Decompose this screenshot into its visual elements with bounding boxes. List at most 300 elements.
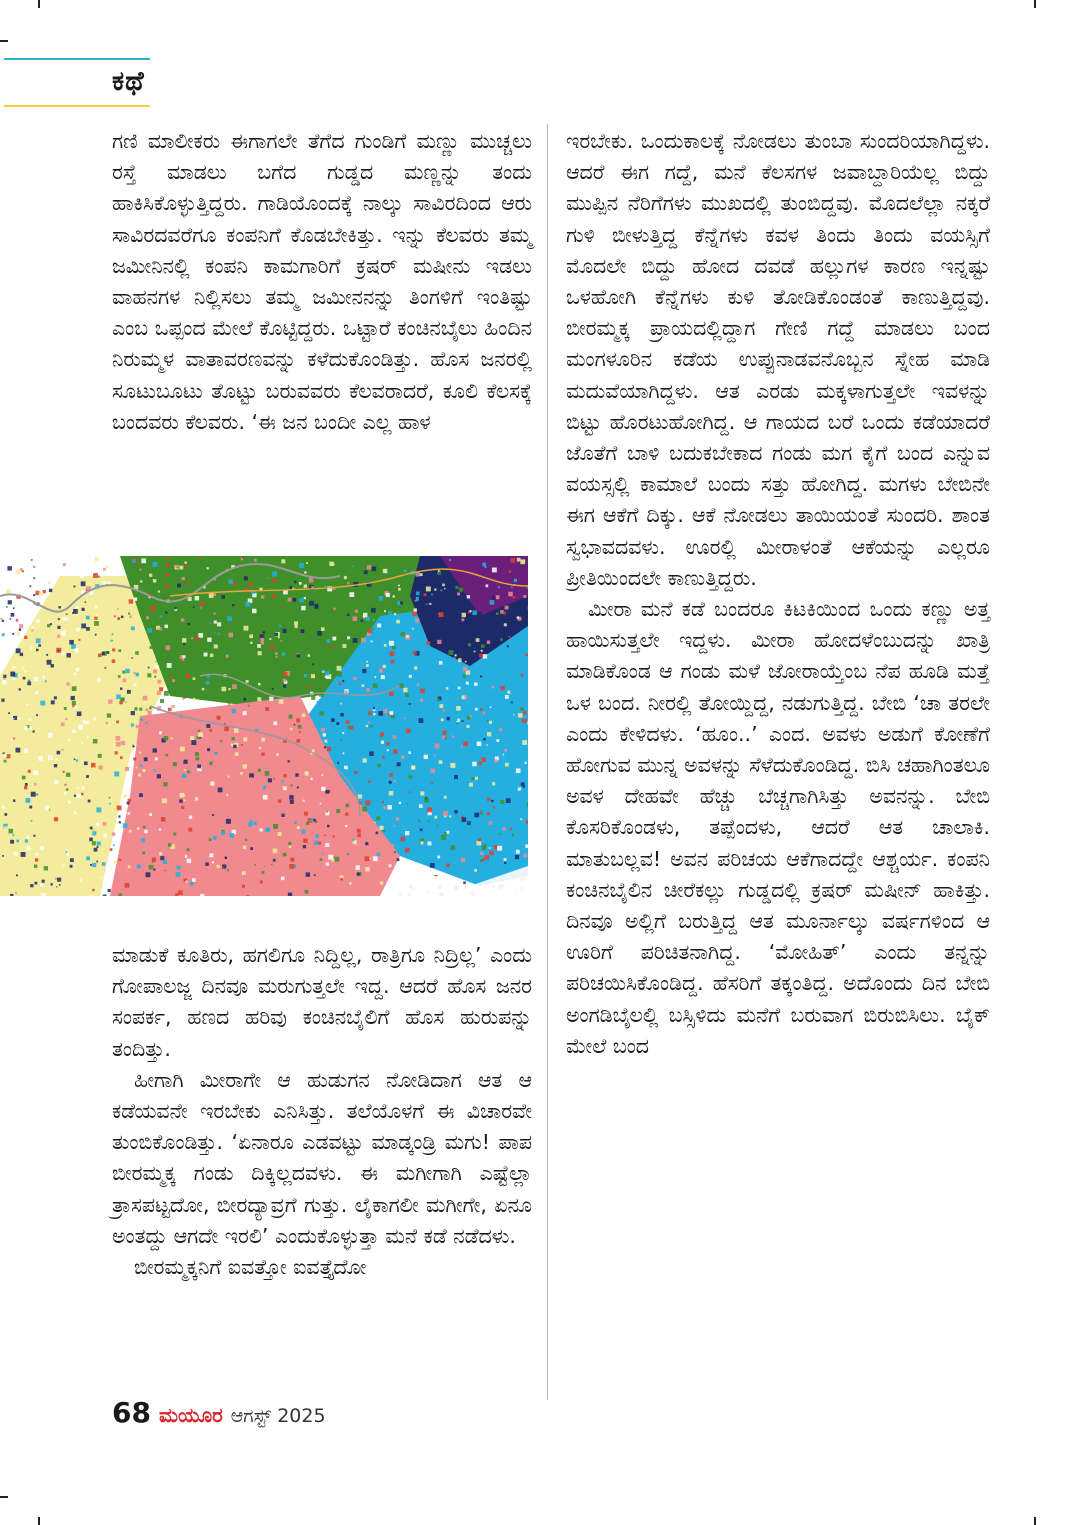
map-speckle bbox=[187, 771, 190, 774]
map-speckle bbox=[383, 658, 387, 662]
map-speckle bbox=[67, 653, 71, 657]
map-speckle bbox=[377, 853, 381, 857]
map-speckle bbox=[104, 874, 107, 877]
map-speckle bbox=[209, 762, 212, 765]
map-speckle bbox=[431, 769, 435, 773]
map-speckle bbox=[88, 800, 91, 803]
map-speckle bbox=[454, 717, 458, 721]
map-speckle bbox=[283, 685, 286, 688]
map-speckle bbox=[381, 675, 385, 679]
map-speckle bbox=[492, 568, 497, 573]
map-speckle bbox=[61, 631, 66, 636]
map-speckle bbox=[379, 596, 384, 601]
map-speckle bbox=[107, 713, 111, 717]
map-speckle bbox=[146, 872, 151, 877]
map-speckle bbox=[260, 880, 263, 883]
map-speckle bbox=[10, 840, 14, 844]
map-speckle bbox=[295, 833, 298, 836]
map-speckle bbox=[237, 661, 241, 665]
map-speckle bbox=[487, 732, 491, 736]
map-speckle bbox=[520, 818, 522, 820]
map-speckle bbox=[409, 791, 411, 793]
map-speckle bbox=[76, 668, 80, 672]
map-speckle bbox=[51, 700, 55, 704]
map-speckle bbox=[343, 644, 347, 648]
map-speckle bbox=[209, 838, 212, 841]
map-speckle bbox=[228, 580, 232, 584]
map-speckle bbox=[81, 793, 84, 796]
map-speckle bbox=[302, 719, 304, 721]
map-speckle bbox=[228, 633, 233, 638]
map-speckle bbox=[424, 755, 428, 759]
map-speckle bbox=[490, 706, 492, 708]
map-speckle bbox=[48, 733, 53, 738]
map-speckle bbox=[32, 626, 34, 628]
map-speckle bbox=[279, 699, 284, 704]
map-speckle bbox=[192, 878, 196, 882]
map-speckle bbox=[198, 803, 200, 805]
map-speckle bbox=[374, 790, 377, 793]
map-speckle bbox=[96, 614, 98, 616]
map-speckle bbox=[83, 720, 86, 723]
map-speckle bbox=[414, 680, 418, 684]
map-speckle bbox=[306, 822, 309, 825]
map-speckle bbox=[290, 800, 294, 804]
map-speckle bbox=[29, 631, 31, 633]
map-speckle bbox=[288, 893, 292, 896]
map-speckle bbox=[278, 799, 282, 803]
map-speckle bbox=[279, 625, 281, 627]
map-speckle bbox=[31, 792, 36, 797]
map-speckle bbox=[259, 832, 262, 835]
map-speckle bbox=[104, 667, 106, 669]
map-speckle bbox=[10, 672, 15, 677]
map-speckle bbox=[261, 642, 264, 645]
map-speckle bbox=[62, 617, 66, 621]
map-speckle bbox=[379, 826, 383, 830]
map-speckle bbox=[365, 842, 368, 845]
map-speckle bbox=[324, 835, 326, 837]
map-speckle bbox=[413, 651, 417, 655]
map-speckle bbox=[393, 749, 398, 754]
map-speckle bbox=[409, 703, 411, 705]
map-speckle bbox=[36, 638, 41, 643]
map-speckle bbox=[470, 715, 472, 717]
map-speckle bbox=[421, 672, 423, 674]
map-speckle bbox=[246, 895, 249, 896]
map-speckle bbox=[27, 557, 31, 561]
map-speckle bbox=[273, 824, 278, 829]
map-speckle bbox=[249, 773, 254, 778]
map-speckle bbox=[276, 656, 278, 658]
map-speckle bbox=[336, 722, 339, 725]
map-speckle bbox=[273, 778, 275, 780]
map-speckle bbox=[149, 813, 152, 816]
map-speckle bbox=[289, 864, 294, 869]
map-speckle bbox=[364, 570, 368, 574]
map-speckle bbox=[419, 804, 423, 808]
map-speckle bbox=[431, 782, 433, 784]
map-speckle bbox=[290, 858, 294, 862]
map-speckle bbox=[340, 878, 343, 881]
map-speckle bbox=[321, 627, 325, 631]
map-speckle bbox=[26, 798, 31, 803]
map-speckle bbox=[33, 594, 35, 596]
map-speckle bbox=[89, 895, 92, 896]
map-speckle bbox=[383, 665, 386, 668]
map-speckle bbox=[420, 689, 425, 694]
map-speckle bbox=[149, 865, 154, 870]
map-speckle bbox=[507, 691, 510, 694]
map-speckle bbox=[250, 642, 252, 644]
map-speckle bbox=[384, 644, 387, 647]
map-speckle bbox=[110, 848, 113, 851]
map-speckle bbox=[20, 653, 23, 656]
map-speckle bbox=[469, 783, 473, 787]
map-speckle bbox=[492, 782, 495, 785]
map-speckle bbox=[120, 756, 123, 759]
map-speckle bbox=[44, 866, 48, 870]
map-speckle bbox=[175, 893, 178, 896]
map-speckle bbox=[394, 613, 396, 615]
map-speckle bbox=[503, 754, 505, 756]
map-speckle bbox=[441, 718, 444, 721]
map-speckle bbox=[520, 790, 523, 793]
map-speckle bbox=[480, 852, 483, 855]
map-speckle bbox=[54, 780, 58, 784]
issue-date: ಆಗಸ್ಟ್ 2025 bbox=[230, 1405, 326, 1427]
map-speckle bbox=[93, 605, 95, 607]
map-speckle bbox=[278, 832, 282, 836]
map-speckle bbox=[4, 760, 7, 763]
map-speckle bbox=[217, 828, 222, 833]
map-speckle bbox=[21, 563, 26, 568]
map-speckle bbox=[496, 612, 499, 615]
map-speckle bbox=[24, 636, 27, 639]
map-speckle bbox=[16, 619, 18, 621]
map-speckle bbox=[401, 756, 404, 759]
map-speckle bbox=[445, 737, 447, 739]
map-speckle bbox=[59, 606, 61, 608]
map-speckle bbox=[34, 677, 38, 681]
map-speckle bbox=[518, 713, 523, 718]
map-speckle bbox=[345, 813, 348, 816]
map-speckle bbox=[420, 573, 423, 576]
paragraph: ಗಣಿ ಮಾಲೀಕರು ಈಗಾಗಲೇ ತೆಗೆದ ಗುಂಡಿಗೆ ಮಣ್ಣು ಮುಚ್ಚಲು ರಸ್ತೆ ಮಾಡಲು ಬಗೆದ ಗುಡ್ಡದ ಮಣ್ಣನ್ನು ತಂದು ಹಾಕಿಸಿಕೊಳ್ಳುತ್ತಿದ್ದರು. ಗಾಡಿಯೊಂದಕ್ಕೆ ನಾಲ್ಕು ಸಾವಿರದಿಂದ ಆರು ಸಾವಿರದವರೆಗೂ ಕಂಪನಿಗೆ ಕೊಡಬೇಕಿತ್ತು. ಇನ್ನು ಕೆಲವರು ತಮ್ಮ ಜಮೀನಿನಲ್ಲಿ ಕಂಪನಿ ಕಾಮಗಾರಿಗೆ ಕ್ರಷರ್ ಮಷೀನು ಇಡಲು ವಾಹನಗಳ ನಿಲ್ಲಿಸಲು ತಮ್ಮ ಜಮೀನನನ್ನು ತಿಂಗಳಿಗೆ ಇಂತಿಷ್ಟು ಎಂಬ ಒಪ್ಪಂದ ಮೇಲೆ ಕೊಟ್ಟಿದ್ದರು. ಒಟ್ಟಾರೆ ಕಂಚಿನಬೈಲು ಹಿಂದಿನ ನಿರುಮ್ಮಳ ವಾತಾವರಣವನ್ನು ಕಳೆದುಕೊಂಡಿತ್ತು. ಹೊಸ ಜನರಲ್ಲಿ ಸೂಟುಬೂಟು ತೊಟ್ಟು ಬರುವವರು ಕೆಲವರಾದರೆ, ಕೂಲಿ ಕೆಲಸಕ್ಕೆ ಬಂದವರು ಕೆಲವರು. ‘ಈ ಜನ ಬಂದೀ ಎಲ್ಲ ಹಾಳ bbox=[112, 129, 532, 434]
map-speckle bbox=[70, 865, 73, 868]
map-speckle bbox=[164, 736, 168, 740]
map-speckle bbox=[38, 644, 41, 647]
map-speckle bbox=[499, 728, 502, 731]
map-speckle bbox=[475, 630, 478, 633]
map-speckle bbox=[527, 802, 528, 807]
map-speckle bbox=[265, 771, 270, 776]
map-speckle bbox=[258, 769, 261, 772]
map-speckle bbox=[163, 860, 167, 864]
map-speckle bbox=[217, 865, 220, 868]
map-speckle bbox=[268, 577, 270, 579]
map-speckle bbox=[332, 637, 336, 641]
map-speckle bbox=[403, 688, 407, 692]
map-speckle bbox=[57, 751, 61, 755]
map-speckle bbox=[24, 749, 28, 753]
map-speckle bbox=[116, 721, 119, 724]
map-speckle bbox=[153, 748, 157, 752]
map-speckle bbox=[523, 732, 525, 734]
map-speckle bbox=[246, 569, 250, 573]
map-speckle bbox=[179, 566, 183, 570]
map-speckle bbox=[97, 842, 101, 846]
paragraph: ಹೀಗಾಗಿ ಮೀರಾಗೇ ಆ ಹುಡುಗನ ನೋಡಿದಾಗ ಆತ ಆ ಕಡೆಯವನೇ ಇರಬೇಕು ಎನಿಸಿತ್ತು. ತಲೆಯೊಳಗೆ ಈ ವಿಚಾರವೇ ತುಂಬಿಕೊಂಡಿತ್ತು. ‘ಏನಾರೂ ಎಡವಟ್ಟು ಮಾಡ್ಕಂಡ್ರಿ ಮಗು! ಪಾಪ ಬೀರಮ್ಮಕ್ಕ ಗಂಡು ದಿಕ್ಕಿಲ್ಲದವಳು. ಈ ಮಗೀಗಾಗಿ ಎಷ್ಟೆಲ್ಲಾ ತ್ರಾಸಪಟ್ಟದೋ, ಬೀರದ್ಯಾವ್ರಗೆ ಗುತ್ತು. ಲೈಕಾಗಲೀ ಮಗೀಗೇ, ಏನೂ ಅಂತದ್ದು ಆಗದೇ ಇರಲಿ’ ಎಂದುಕೊಳ್ಳುತ್ತಾ ಮನೆ ಕಡೆ ನಡೆದಳು. bbox=[112, 1067, 532, 1248]
map-speckle bbox=[333, 608, 336, 611]
map-speckle bbox=[143, 826, 146, 829]
map-speckle bbox=[2, 855, 4, 857]
map-speckle bbox=[477, 841, 482, 846]
map-speckle bbox=[63, 865, 65, 867]
map-speckle bbox=[92, 841, 96, 845]
map-speckle bbox=[243, 698, 246, 701]
map-speckle bbox=[480, 675, 482, 677]
map-speckle bbox=[45, 806, 50, 811]
map-speckle bbox=[226, 819, 231, 824]
map-speckle bbox=[439, 612, 444, 617]
map-speckle bbox=[392, 735, 396, 739]
map-speckle bbox=[406, 635, 409, 638]
map-speckle bbox=[383, 709, 387, 713]
map-speckle bbox=[443, 811, 448, 816]
map-speckle bbox=[198, 730, 200, 732]
crop-mark bbox=[38, 1517, 40, 1525]
map-speckle bbox=[248, 822, 252, 826]
map-speckle bbox=[129, 830, 132, 833]
map-speckle bbox=[371, 725, 373, 727]
map-speckle bbox=[450, 763, 455, 768]
map-speckle bbox=[341, 739, 343, 741]
map-speckle bbox=[13, 607, 15, 609]
map-speckle bbox=[66, 853, 69, 856]
map-speckle bbox=[232, 604, 234, 606]
map-speckle bbox=[487, 798, 490, 801]
map-speckle bbox=[403, 675, 405, 677]
map-speckle bbox=[33, 577, 35, 579]
map-speckle bbox=[214, 632, 216, 634]
map-speckle bbox=[149, 707, 151, 709]
map-speckle bbox=[139, 752, 141, 754]
map-speckle bbox=[357, 829, 361, 833]
right-column bbox=[566, 126, 990, 1062]
map-speckle bbox=[472, 610, 477, 615]
map-speckle bbox=[49, 704, 53, 708]
map-speckle bbox=[216, 895, 221, 896]
map-speckle bbox=[223, 775, 227, 779]
map-speckle bbox=[148, 711, 152, 715]
map-speckle bbox=[504, 862, 506, 864]
map-speckle bbox=[470, 610, 472, 612]
map-speckle bbox=[81, 624, 86, 629]
map-speckle bbox=[195, 637, 199, 641]
map-speckle bbox=[11, 613, 15, 617]
map-speckle bbox=[347, 636, 350, 639]
map-speckle bbox=[216, 638, 219, 641]
map-speckle bbox=[59, 884, 61, 886]
map-speckle bbox=[348, 819, 350, 821]
map-speckle bbox=[131, 711, 135, 715]
map-speckle bbox=[299, 563, 304, 568]
map-speckle bbox=[202, 688, 205, 691]
map-speckle bbox=[36, 619, 40, 623]
map-speckle bbox=[72, 686, 77, 691]
map-speckle bbox=[444, 796, 447, 799]
map-speckle bbox=[321, 728, 325, 732]
map-speckle bbox=[70, 858, 74, 862]
map-speckle bbox=[522, 719, 527, 724]
map-speckle bbox=[325, 790, 329, 794]
map-speckle bbox=[291, 784, 293, 786]
map-speckle bbox=[471, 777, 474, 780]
map-speckle bbox=[182, 577, 185, 580]
map-speckle bbox=[207, 567, 209, 569]
map-speckle bbox=[455, 654, 457, 656]
map-speckle bbox=[31, 629, 33, 631]
map-speckle bbox=[128, 673, 130, 675]
map-speckle bbox=[190, 582, 192, 584]
map-speckle bbox=[244, 626, 249, 631]
map-speckle bbox=[232, 737, 235, 740]
map-speckle bbox=[257, 644, 261, 648]
map-speckle bbox=[398, 588, 401, 591]
map-speckle bbox=[23, 667, 25, 669]
map-speckle bbox=[269, 638, 271, 640]
map-speckle bbox=[347, 574, 352, 579]
map-speckle bbox=[33, 835, 35, 837]
map-speckle bbox=[200, 607, 202, 609]
map-speckle bbox=[522, 723, 525, 726]
map-speckle bbox=[381, 865, 386, 870]
map-speckle bbox=[119, 821, 121, 823]
left-column-bottom bbox=[112, 940, 532, 1283]
map-speckle bbox=[160, 699, 164, 703]
map-speckle bbox=[148, 667, 150, 669]
map-speckle bbox=[505, 606, 509, 610]
map-speckle bbox=[35, 858, 38, 861]
map-speckle bbox=[183, 655, 186, 658]
map-speckle bbox=[232, 709, 236, 713]
map-speckle bbox=[324, 740, 327, 743]
map-speckle bbox=[182, 774, 186, 778]
map-speckle bbox=[272, 572, 277, 577]
map-speckle bbox=[299, 582, 302, 585]
map-speckle bbox=[339, 683, 342, 686]
map-speckle bbox=[128, 865, 131, 868]
map-speckle bbox=[109, 719, 111, 721]
map-speckle bbox=[164, 691, 169, 696]
map-speckle bbox=[437, 640, 441, 644]
map-speckle bbox=[154, 769, 156, 771]
map-speckle bbox=[431, 594, 433, 596]
map-speckle bbox=[51, 664, 54, 667]
map-speckle bbox=[281, 814, 284, 817]
map-speckle bbox=[144, 757, 148, 761]
map-speckle bbox=[380, 736, 382, 738]
map-speckle bbox=[94, 848, 98, 852]
map-speckle bbox=[7, 566, 11, 571]
map-speckle bbox=[510, 828, 512, 830]
map-speckle bbox=[504, 749, 507, 752]
map-speckle bbox=[226, 794, 228, 796]
map-speckle bbox=[25, 783, 28, 786]
map-speckle bbox=[306, 562, 308, 564]
map-speckle bbox=[146, 722, 148, 724]
map-speckle bbox=[424, 575, 426, 577]
map-speckle bbox=[100, 663, 102, 665]
map-speckle bbox=[446, 687, 449, 690]
map-speckle bbox=[260, 638, 264, 642]
map-speckle bbox=[456, 706, 461, 711]
map-speckle bbox=[372, 628, 374, 630]
map-speckle bbox=[217, 716, 221, 720]
map-speckle bbox=[504, 623, 507, 626]
map-speckle bbox=[114, 615, 116, 617]
map-speckle bbox=[165, 870, 167, 872]
map-speckle bbox=[346, 804, 350, 808]
map-speckle bbox=[183, 760, 187, 764]
map-speckle bbox=[157, 691, 161, 695]
map-speckle bbox=[9, 829, 14, 834]
map-speckle bbox=[58, 650, 60, 652]
map-speckle bbox=[374, 822, 376, 824]
map-speckle bbox=[502, 827, 506, 831]
map-speckle bbox=[49, 589, 52, 592]
map-speckle bbox=[373, 619, 376, 622]
map-speckle bbox=[365, 856, 370, 861]
map-speckle bbox=[467, 595, 470, 598]
map-speckle bbox=[288, 598, 292, 602]
map-speckle bbox=[408, 818, 412, 822]
map-speckle bbox=[369, 858, 371, 860]
map-speckle bbox=[489, 821, 493, 825]
map-speckle bbox=[304, 597, 306, 599]
map-speckle bbox=[242, 871, 246, 875]
map-speckle bbox=[302, 871, 305, 874]
map-speckle bbox=[17, 632, 21, 636]
map-speckle bbox=[71, 644, 76, 649]
map-speckle bbox=[2, 680, 7, 685]
map-speckle bbox=[272, 578, 276, 582]
paragraph: ಇರಬೇಕು. ಒಂದುಕಾಲಕ್ಕೆ ನೋಡಲು ತುಂಬಾ ಸುಂದರಿಯಾಗಿದ್ದಳು. ಆದರೆ ಈಗ ಗದ್ದೆ, ಮನೆ ಕೆಲಸಗಳ ಜವಾಬ್ದಾರಿಯೆಲ್ಲ ಬಿದ್ದು ಮುಪ್ಪಿನ ನೆರಿಗೆಗಳು ಮುಖದಲ್ಲಿ ತುಂಬಿದ್ದವು. ಮೊದಲೆಲ್ಲಾ ನಕ್ಕರೆ ಗುಳಿ ಬೀಳುತ್ತಿದ್ದ ಕೆನ್ನೆಗಳು ಕವಳ ತಿಂದು ತಿಂದು ವಯಸ್ಸಿಗೆ ಮೊದಲೇ ಬಿದ್ದು ಹೋದ ದವಡೆ ಹಲ್ಲುಗಳ ಕಾರಣ ಇನ್ನಷ್ಟು ಒಳಹೋಗಿ ಕೆನ್ನೆಗಳು ಕುಳಿ ತೋಡಿಕೊಂಡಂತೆ ಕಾಣುತ್ತಿದ್ದವು. ಬೀರಮ್ಮಕ್ಕ ಪ್ರಾಯದಲ್ಲಿದ್ದಾಗ ಗೇಣಿ ಗದ್ದೆ ಮಾಡಲು ಬಂದ ಮಂಗಳೂರಿನ ಕಡೆಯ ಉಪ್ಪುನಾಡವನೊಬ್ಬನ ಸ್ನೇಹ ಮಾಡಿ ಮದುವೆಯಾಗಿದ್ದಳು. ಆತ ಎರಡು ಮಕ್ಕಳಾಗುತ್ತಲೇ ಇವಳನ್ನು ಬಿಟ್ಟು ಹೊರಟುಹೋಗಿದ್ದ. ಆ ಗಾಯದ ಬರೆ ಒಂದು ಕಡೆಯಾದರೆ ಜೊತೆಗೆ ಬಾಳಿ ಬದುಕಬೇಕಾದ ಗಂಡು ಮಗ ಕೈಗೆ ಬಂದ ಎನ್ನುವ ವಯಸ್ಸಲ್ಲಿ ಕಾಮಾಲೆ ಬಂದು ಸತ್ತು ಹೋಗಿದ್ದ. ಮಗಳು ಬೇಬಿನೇ ಈಗ ಆಕೆಗೆ ದಿಕ್ಕು. ಆಕೆ ನೋಡಲು ತಾಯಿಯಂತೆ ಸುಂದರಿ. ಶಾಂತ ಸ್ವಭಾವದವಳು. ಊರಲ್ಲಿ ಮೀರಾಳಂತೆ ಆಕೆಯನ್ನು ಎಲ್ಲರೂ ಪ್ರೀತಿಯಿಂದಲೇ ಕಾಣುತ್ತಿದ್ದರು. bbox=[566, 129, 990, 590]
map-speckle bbox=[206, 681, 210, 685]
map-speckle bbox=[179, 693, 182, 696]
map-speckle bbox=[311, 696, 315, 700]
map-speckle bbox=[325, 671, 329, 675]
map-speckle bbox=[377, 624, 381, 628]
map-speckle bbox=[116, 742, 121, 747]
map-speckle bbox=[468, 822, 470, 824]
map-speckle bbox=[485, 855, 489, 859]
map-speckle bbox=[327, 747, 331, 751]
header-rule-bottom bbox=[4, 105, 150, 107]
map-speckle bbox=[522, 740, 527, 745]
map-speckle bbox=[212, 861, 214, 863]
map-speckle bbox=[155, 830, 159, 834]
map-speckle bbox=[58, 618, 60, 620]
map-speckle bbox=[475, 708, 478, 711]
map-speckle bbox=[224, 618, 227, 621]
map-speckle bbox=[6, 589, 11, 594]
map-speckle bbox=[288, 842, 291, 845]
map-speckle bbox=[402, 627, 406, 631]
map-speckle bbox=[517, 558, 521, 562]
map-speckle bbox=[142, 769, 145, 772]
